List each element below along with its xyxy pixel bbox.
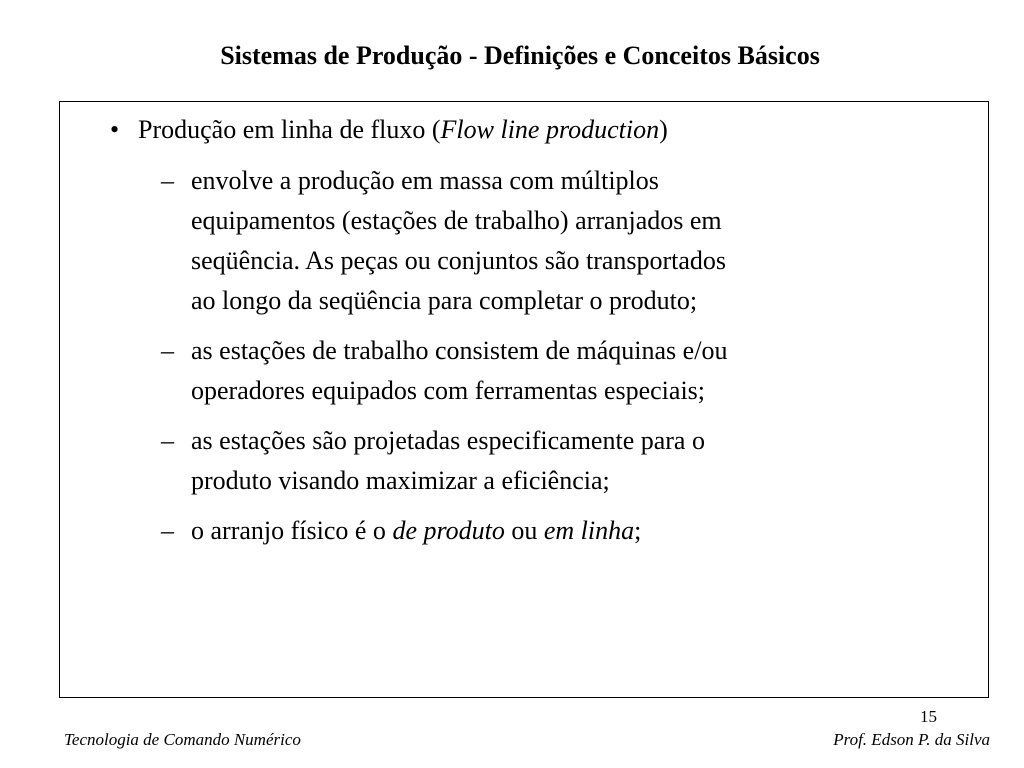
text-line: envolve a produção em massa com múltiplos: [191, 166, 659, 195]
sub-bullet-list: [161, 161, 971, 561]
dash-marker: –: [161, 426, 174, 455]
sub-item-mass-production: [161, 161, 971, 321]
dash-marker: –: [161, 166, 174, 195]
dash-marker: –: [161, 336, 174, 365]
bullet-text-end: ): [659, 115, 668, 144]
text-line: equipamentos (estações de trabalho) arranjados em: [191, 206, 722, 235]
text-line: ao longo da seqüência para completar o produto;: [191, 286, 698, 315]
page-number: 15: [920, 707, 937, 726]
sub-item-layout: [161, 511, 971, 551]
text-line: [191, 511, 971, 551]
bullet-text: Produção em linha de fluxo (: [138, 115, 441, 144]
text-line: operadores equipados com ferramentas especiais;: [191, 376, 706, 405]
slide-title: Sistemas de Produção - Definições e Conceitos Básicos: [220, 41, 820, 70]
bullet-marker: •: [110, 115, 120, 144]
dash-marker: –: [161, 516, 174, 545]
bullet-italic-term: Flow line production: [440, 115, 660, 144]
text-line: seqüência. As peças ou conjuntos são transportados: [191, 246, 727, 275]
layout-text: ;: [634, 516, 642, 545]
layout-italic-product: de produto: [392, 516, 505, 545]
layout-text: ou: [504, 516, 544, 545]
text-line: produto visando maximizar a eficiência;: [191, 466, 610, 495]
layout-text: o arranjo físico é o: [191, 516, 393, 545]
layout-italic-line: em linha: [543, 516, 635, 545]
footer-author: Prof. Edson P. da Silva: [833, 730, 990, 749]
footer-course-title: Tecnologia de Comando Numérico: [64, 730, 301, 749]
main-bullet: [110, 111, 668, 149]
sub-item-workstations: [161, 331, 971, 411]
text-line: as estações de trabalho consistem de máquinas e/ou: [191, 336, 728, 365]
text-line: as estações são projetadas especificamente para o: [191, 426, 705, 455]
sub-item-station-design: [161, 421, 971, 501]
